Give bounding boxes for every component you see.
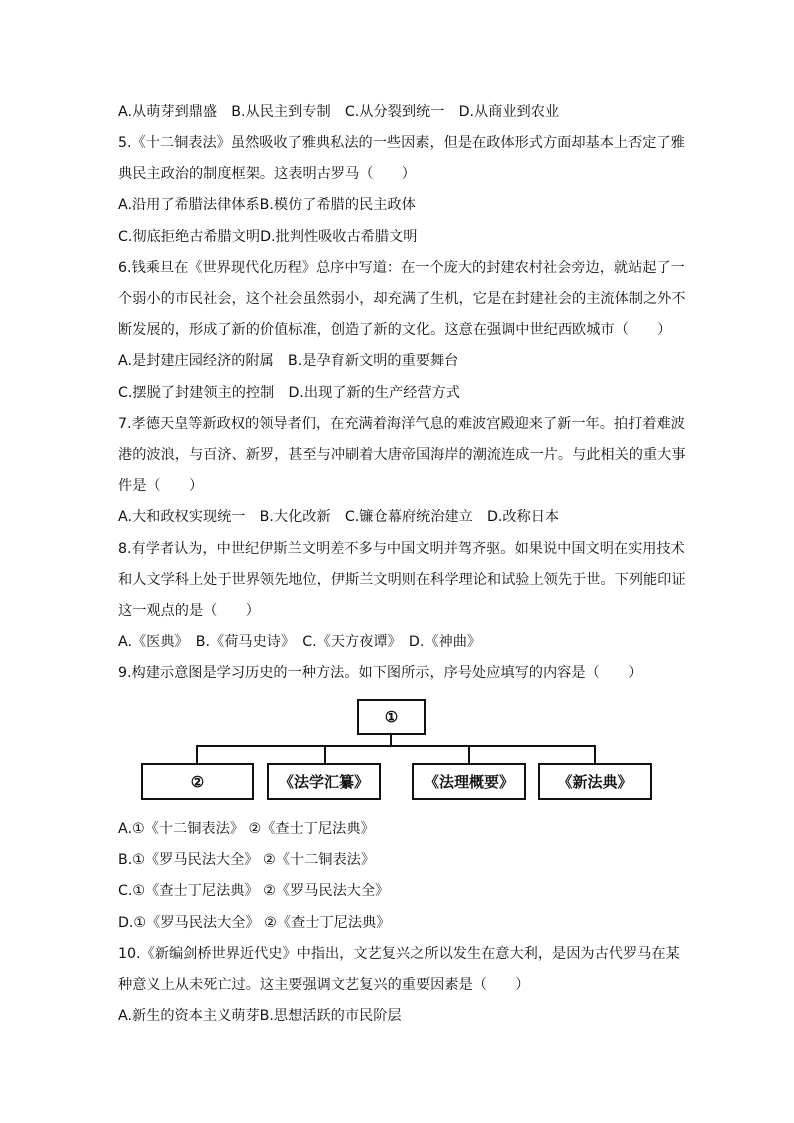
text-line: C.①《查士丁尼法典》 ②《罗马民法大全》: [118, 883, 390, 899]
diagram-child-box: 《法学汇纂》: [267, 763, 381, 800]
diagram-child-box: 《法理概要》: [412, 763, 526, 800]
diagram-connector: [196, 745, 596, 747]
text-line: 典民主政治的制度框架。这表明古罗马（ ）: [118, 166, 416, 182]
diagram-top-box: ①: [357, 699, 426, 735]
text-line: 港的波浪，与百济、新罗，甚至与冲刷着大唐帝国海岸的潮流连成一片。与此相关的重大事: [118, 447, 686, 463]
text-line: 种意义上从未死亡过。这主要强调文艺复兴的重要因素是（ ）: [118, 977, 530, 993]
text-line: 10.《新编剑桥世界近代史》中指出，文艺复兴之所以发生在意大利，是因为古代罗马在某: [118, 946, 680, 962]
text-line: 断发展的，形成了新的价值标准，创造了新的文化。这意在强调中世纪西欧城市（ ）: [118, 322, 672, 338]
text-line: 7.孝德天皇等新政权的领导者们，在充满着海洋气息的难波宫殿迎来了新一年。拍打着难波: [118, 416, 685, 432]
text-line: 和人文学科上处于世界领先地位，伊斯兰文明则在科学理论和试验上领先于世。下列能印证: [118, 572, 686, 588]
diagram-child-box: ②: [141, 763, 254, 800]
text-line: 个弱小的市民社会，这个社会虽然弱小，却充满了生机，它是在封建社会的主流体制之外不: [118, 291, 686, 307]
diagram-connector: [196, 745, 198, 764]
text-line: A.沿用了希腊法律体系B.模仿了希腊的民主政体: [118, 197, 416, 213]
text-line: 这一观点的是（ ）: [118, 603, 260, 619]
text-line: A.①《十二铜表法》 ②《查士丁尼法典》: [118, 821, 375, 837]
diagram-connector: [324, 745, 326, 764]
text-line: A.大和政权实现统一 B.大化改新 C.镰仓幕府统治建立 D.改称日本: [118, 509, 560, 525]
diagram-child-box: 《新法典》: [538, 763, 652, 800]
text-line: C.彻底拒绝古希腊文明D.批判性吸收古希腊文明: [118, 229, 418, 245]
text-line: A.新生的资本主义萌芽B.思想活跃的市民阶层: [118, 1008, 402, 1024]
text-line: 8.有学者认为，中世纪伊斯兰文明差不多与中国文明并驾齐驱。如果说中国文明在实用技术: [118, 541, 685, 557]
text-line: 9.构建示意图是学习历史的一种方法。如下图所示，序号处应填写的内容是（ ）: [118, 665, 643, 681]
text-line: B.①《罗马民法大全》 ②《十二铜表法》: [118, 852, 376, 868]
text-line: A.从萌芽到鼎盛 B.从民主到专制 C.从分裂到统一 D.从商业到农业: [118, 104, 560, 120]
text-line: 6.钱乘旦在《世界现代化历程》总序中写道：在一个庞大的封建农村社会旁边，就站起了一: [118, 260, 685, 276]
text-line: C.摆脱了封建领主的控制 D.出现了新的生产经营方式: [118, 385, 460, 401]
diagram-connector: [594, 745, 596, 764]
text-line: A.《医典》 B.《荷马史诗》 C.《天方夜谭》 D.《神曲》: [118, 634, 482, 650]
diagram-connector: [468, 745, 470, 764]
text-line: A.是封建庄园经济的附属 B.是孕育新文明的重要舞台: [118, 353, 459, 369]
text-line: D.①《罗马民法大全》 ②《查士丁尼法典》: [118, 915, 391, 931]
text-line: 件是（ ）: [118, 478, 204, 494]
text-line: 5.《十二铜表法》虽然吸收了雅典私法的一些因素，但是在政体形式方面却基本上否定了雅: [118, 135, 685, 151]
